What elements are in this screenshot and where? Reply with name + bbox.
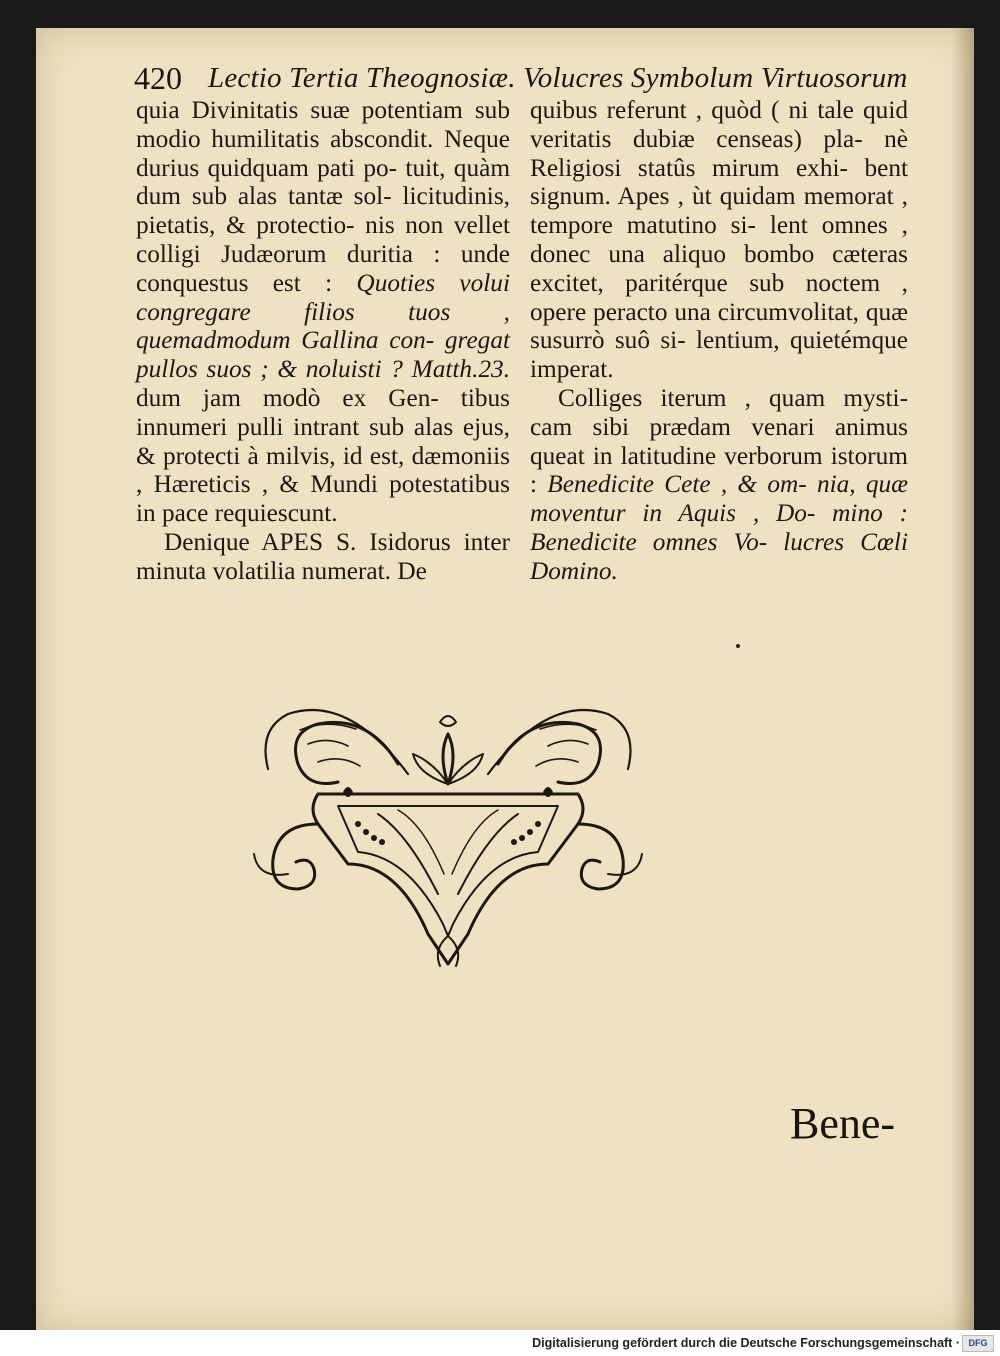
- dfg-logo-icon: DFG: [962, 1335, 994, 1352]
- text-line: Neque durius quidquam pati po-: [136, 124, 510, 182]
- text-line: tibus innumeri pulli intrant sub: [136, 383, 510, 441]
- text-line: cam sibi prædam venari animus: [530, 412, 908, 441]
- footer-bar: [0, 1330, 1000, 1356]
- left-paragraph-2: [136, 528, 510, 586]
- text-line: quid veritatis dubiæ censeas) pla-: [530, 96, 908, 153]
- ink-speck: [736, 644, 740, 648]
- left-column: [136, 96, 510, 586]
- text-line: quia Divinitatis suæ potentiam: [136, 96, 463, 124]
- text-line: memorat , tempore matutino si-: [530, 182, 908, 240]
- quote-line: mino : Benedicite omnes Vo-: [530, 499, 908, 556]
- text-line: lent omnes , donec una aliquo: [530, 211, 909, 268]
- right-paragraph-2: [530, 384, 908, 586]
- right-paragraph-1: [530, 96, 908, 384]
- quote-line: Quoties volui congregare filios: [136, 268, 510, 326]
- text-line: nè Religiosi statûs mirum exhi-: [530, 124, 909, 182]
- quote-line: nia, quæ moventur in Aquis , Do-: [530, 470, 908, 528]
- text-line: tuit, quàm dum sub alas tantæ sol-: [136, 153, 511, 211]
- text-line: queat in latitudine verborum: [530, 441, 823, 470]
- text-line: sub noctem , opere peracto una: [530, 268, 909, 326]
- text-line: dum jam modò ex Gen-: [136, 383, 439, 412]
- left-paragraph-1: [136, 96, 510, 528]
- catchword: Bene-: [790, 1099, 896, 1148]
- text-line: istorum :: [530, 441, 908, 499]
- right-column: [530, 96, 908, 586]
- running-title: Lectio Tertia Theognosiæ. Volucres Symbolum Virtuosorum: [208, 62, 908, 94]
- funding-notice: Digitalisierung gefördert durch die Deutsche Forschungsgemeinschaft ·: [532, 1336, 960, 1350]
- quote-line: gregat pullos suos ; & noluisti ?: [136, 326, 510, 384]
- text-line: duritia : unde conquestus est :: [136, 239, 511, 297]
- text-line: quibus referunt , quòd ( ni tale: [530, 96, 854, 124]
- quote-line: Benedicite Cete , & om-: [537, 470, 807, 499]
- text-line: Denique APES S. Isidorus inter: [164, 527, 510, 556]
- text-line: bent signum. Apes , ùt quidam: [530, 153, 908, 211]
- text-line: dæmoniis , Hæreticis , & Mundi: [136, 441, 511, 499]
- quote-line: tuos , quemadmodum Gallina con-: [136, 297, 511, 355]
- text-line: potestatibus in pace requiescunt.: [136, 470, 510, 528]
- quote-citation: Matth.23.: [411, 355, 511, 384]
- text-line: bombo cæteras excitet, paritérque: [530, 239, 909, 297]
- text-line: sub modio humilitatis abscondit.: [136, 96, 510, 153]
- text-line: Colliges iterum , quam mysti-: [558, 383, 908, 412]
- page-number: 420: [134, 60, 182, 96]
- text-line: licitudinis, pietatis, & protectio-: [136, 182, 510, 240]
- decorative-vignette: [248, 674, 648, 974]
- text-line: nis non vellet colligi Judæorum: [136, 211, 511, 268]
- text-line: minuta volatilia numerat. De: [136, 556, 427, 585]
- text-line: lentium, quietémque imperat.: [530, 326, 908, 384]
- quote-line: lucres Cœli Domino.: [530, 527, 908, 585]
- text-line: alas ejus, & protecti à milvis, id est,: [136, 412, 510, 470]
- text-line: circumvolitat, quæ susurrò suô si-: [530, 297, 908, 355]
